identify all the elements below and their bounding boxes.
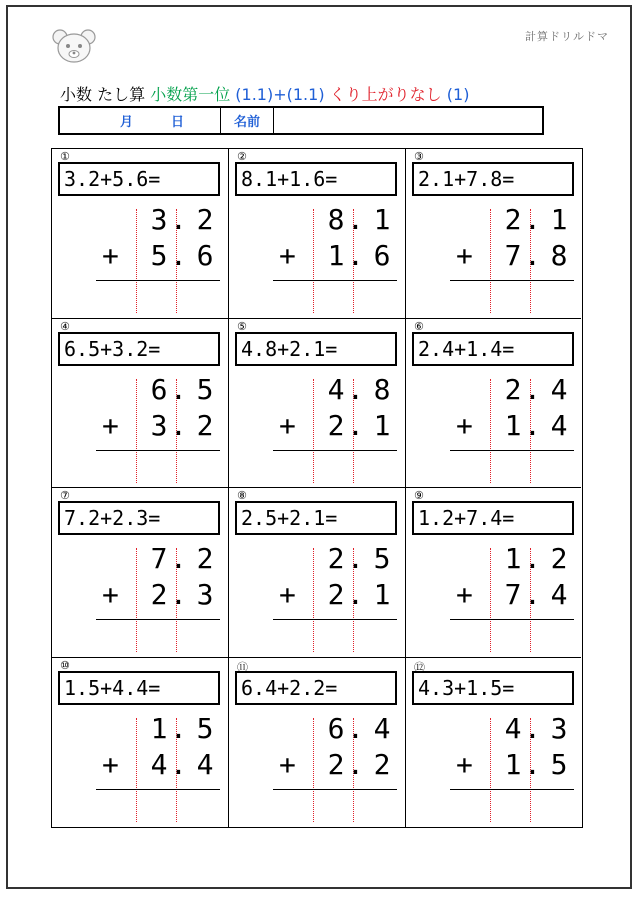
sum-line xyxy=(273,789,397,790)
date-cell[interactable] xyxy=(60,108,221,133)
top-decimal-digit: 8 xyxy=(373,372,391,406)
equation-box: 2.4+1.4= xyxy=(412,332,574,366)
vertical-addition xyxy=(406,710,581,822)
top-integer-digit: 8 xyxy=(327,203,345,236)
brand-label: 計算ドリルドマ xyxy=(525,30,609,43)
bottom-decimal-digit: 4 xyxy=(550,408,568,442)
top-decimal-digit: 2 xyxy=(196,542,214,575)
plus-sign: + xyxy=(279,408,296,442)
top-decimal-digit: 3 xyxy=(550,711,568,745)
top-integer-digit: 1 xyxy=(150,711,168,745)
problem-number: ⑤ xyxy=(237,319,247,333)
vertical-addition xyxy=(52,371,228,483)
guide-line-left xyxy=(136,379,137,483)
guide-line-left xyxy=(490,718,491,822)
month-label: 月 xyxy=(120,115,134,130)
vertical-addition xyxy=(52,540,228,652)
problem-cell xyxy=(52,658,229,828)
bottom-decimal-point: . xyxy=(524,578,541,611)
sum-line xyxy=(96,450,220,451)
bottom-decimal-digit: 2 xyxy=(373,747,391,781)
bottom-decimal-point: . xyxy=(170,239,187,272)
bottom-decimal-point: . xyxy=(170,578,187,611)
vertical-addition xyxy=(52,201,228,313)
problem-number: ⑦ xyxy=(60,489,70,502)
bottom-integer-digit: 7 xyxy=(504,239,522,272)
bottom-decimal-point: . xyxy=(170,408,187,442)
top-decimal-point: . xyxy=(524,203,541,236)
sum-line xyxy=(450,280,574,281)
equation-box: 6.5+3.2= xyxy=(58,332,220,366)
problem-cell xyxy=(229,319,406,489)
vertical-addition xyxy=(406,371,581,483)
vertical-addition xyxy=(406,201,581,313)
top-decimal-digit: 4 xyxy=(373,711,391,745)
plus-sign: + xyxy=(102,239,119,272)
sum-line xyxy=(273,280,397,281)
plus-sign: + xyxy=(279,578,296,611)
name-field[interactable] xyxy=(274,108,542,133)
problem-number: ⑩ xyxy=(60,658,70,672)
guide-line-left xyxy=(313,548,314,652)
top-decimal-point: . xyxy=(347,711,364,745)
problem-cell xyxy=(52,149,229,319)
bottom-decimal-digit: 1 xyxy=(373,578,391,611)
plus-sign: + xyxy=(102,408,119,442)
top-decimal-digit: 4 xyxy=(550,372,568,406)
bottom-decimal-digit: 2 xyxy=(196,408,214,442)
bottom-integer-digit: 5 xyxy=(150,239,168,272)
problem-cell xyxy=(229,658,406,828)
bottom-decimal-point: . xyxy=(347,408,364,442)
sum-line xyxy=(273,450,397,451)
guide-line-left xyxy=(490,209,491,313)
top-decimal-digit: 1 xyxy=(550,203,568,236)
problem-number: ④ xyxy=(60,319,70,333)
top-decimal-digit: 2 xyxy=(196,203,214,236)
problem-number: ⑪ xyxy=(237,660,248,674)
page-title xyxy=(60,82,469,105)
plus-sign: + xyxy=(456,239,473,272)
problem-number: ② xyxy=(237,150,247,163)
bottom-decimal-point: . xyxy=(524,408,541,442)
top-decimal-digit: 5 xyxy=(196,711,214,745)
bottom-integer-digit: 1 xyxy=(504,408,522,442)
sum-line xyxy=(273,619,397,620)
top-integer-digit: 6 xyxy=(327,711,345,745)
top-decimal-point: . xyxy=(347,542,364,575)
plus-sign: + xyxy=(279,239,296,272)
plus-sign: + xyxy=(102,578,119,611)
problem-cell xyxy=(52,488,229,658)
title-part-level: 小数第一位 xyxy=(150,85,231,104)
top-decimal-point: . xyxy=(170,203,187,236)
equation-box: 4.3+1.5= xyxy=(412,671,574,705)
problem-cell xyxy=(406,319,581,489)
guide-line-left xyxy=(313,379,314,483)
top-integer-digit: 2 xyxy=(504,372,522,406)
top-decimal-point: . xyxy=(347,372,364,406)
bottom-integer-digit: 1 xyxy=(504,747,522,781)
vertical-addition xyxy=(229,710,405,822)
bear-logo-icon xyxy=(50,28,98,64)
title-part-topic: 小数 たし算 xyxy=(60,85,146,104)
equation-box: 1.5+4.4= xyxy=(58,671,220,705)
sum-line xyxy=(450,789,574,790)
plus-sign: + xyxy=(456,408,473,442)
vertical-addition xyxy=(406,540,581,652)
problem-grid xyxy=(51,148,583,828)
title-part-format: (1.1)+(1.1) xyxy=(235,85,325,104)
name-date-bar xyxy=(58,106,544,135)
top-integer-digit: 6 xyxy=(150,372,168,406)
problem-cell xyxy=(229,488,406,658)
guide-line-left xyxy=(136,548,137,652)
equation-box: 8.1+1.6= xyxy=(235,162,397,196)
bottom-integer-digit: 7 xyxy=(504,578,522,611)
top-integer-digit: 3 xyxy=(150,203,168,236)
bottom-integer-digit: 1 xyxy=(327,239,345,272)
problem-number: ⑧ xyxy=(237,489,247,502)
bottom-decimal-digit: 5 xyxy=(550,747,568,781)
bottom-decimal-digit: 8 xyxy=(550,239,568,272)
bottom-integer-digit: 4 xyxy=(150,747,168,781)
bottom-decimal-point: . xyxy=(524,747,541,781)
problem-number: ⑥ xyxy=(414,319,424,333)
equation-box: 2.5+2.1= xyxy=(235,501,397,535)
bottom-decimal-digit: 4 xyxy=(550,578,568,611)
problem-cell xyxy=(406,149,581,319)
guide-line-left xyxy=(313,718,314,822)
day-label: 日 xyxy=(171,115,185,130)
plus-sign: + xyxy=(102,747,119,781)
bottom-decimal-point: . xyxy=(170,747,187,781)
sum-line xyxy=(96,280,220,281)
sum-line xyxy=(450,450,574,451)
guide-line-left xyxy=(136,718,137,822)
guide-line-left xyxy=(136,209,137,313)
top-decimal-point: . xyxy=(170,711,187,745)
bottom-decimal-point: . xyxy=(347,747,364,781)
top-integer-digit: 1 xyxy=(504,542,522,575)
bottom-decimal-point: . xyxy=(347,239,364,272)
top-decimal-digit: 5 xyxy=(196,372,214,406)
sum-line xyxy=(96,789,220,790)
top-decimal-point: . xyxy=(170,542,187,575)
bottom-integer-digit: 2 xyxy=(327,578,345,611)
top-decimal-point: . xyxy=(524,542,541,575)
top-integer-digit: 7 xyxy=(150,542,168,575)
bottom-decimal-point: . xyxy=(524,239,541,272)
plus-sign: + xyxy=(456,578,473,611)
top-decimal-point: . xyxy=(347,203,364,236)
bottom-decimal-digit: 1 xyxy=(373,408,391,442)
bottom-decimal-point: . xyxy=(347,578,364,611)
title-part-carry: くり上がりなし xyxy=(329,85,442,104)
top-decimal-digit: 5 xyxy=(373,542,391,575)
equation-box: 3.2+5.6= xyxy=(58,162,220,196)
title-part-number: (1) xyxy=(446,85,470,104)
top-integer-digit: 4 xyxy=(327,372,345,406)
problem-number: ⑨ xyxy=(414,489,424,502)
top-integer-digit: 2 xyxy=(504,203,522,236)
sum-line xyxy=(96,619,220,620)
equation-box: 6.4+2.2= xyxy=(235,671,397,705)
vertical-addition xyxy=(229,371,405,483)
bottom-decimal-digit: 4 xyxy=(196,747,214,781)
equation-box: 7.2+2.3= xyxy=(58,501,220,535)
top-integer-digit: 2 xyxy=(327,542,345,575)
equation-box: 4.8+2.1= xyxy=(235,332,397,366)
top-decimal-digit: 2 xyxy=(550,542,568,575)
plus-sign: + xyxy=(456,747,473,781)
problem-cell xyxy=(406,488,581,658)
vertical-addition xyxy=(229,201,405,313)
bottom-decimal-digit: 6 xyxy=(196,239,214,272)
bottom-decimal-digit: 3 xyxy=(196,578,214,611)
name-label: 名前 xyxy=(221,108,274,133)
bottom-decimal-digit: 6 xyxy=(373,239,391,272)
top-decimal-point: . xyxy=(524,372,541,406)
vertical-addition xyxy=(52,710,228,822)
top-integer-digit: 4 xyxy=(504,711,522,745)
problem-cell xyxy=(406,658,581,828)
bottom-integer-digit: 2 xyxy=(327,408,345,442)
problem-number: ③ xyxy=(414,150,424,163)
guide-line-left xyxy=(490,548,491,652)
plus-sign: + xyxy=(279,747,296,781)
problem-number: ① xyxy=(60,150,70,163)
problem-cell xyxy=(52,319,229,489)
problem-number: ⑫ xyxy=(414,660,425,674)
vertical-addition xyxy=(229,540,405,652)
bottom-integer-digit: 3 xyxy=(150,408,168,442)
bottom-integer-digit: 2 xyxy=(327,747,345,781)
problem-cell xyxy=(229,149,406,319)
guide-line-left xyxy=(313,209,314,313)
bottom-integer-digit: 2 xyxy=(150,578,168,611)
sum-line xyxy=(450,619,574,620)
top-decimal-point: . xyxy=(524,711,541,745)
equation-box: 1.2+7.4= xyxy=(412,501,574,535)
top-decimal-point: . xyxy=(170,372,187,406)
top-decimal-digit: 1 xyxy=(373,203,391,236)
guide-line-left xyxy=(490,379,491,483)
equation-box: 2.1+7.8= xyxy=(412,162,574,196)
